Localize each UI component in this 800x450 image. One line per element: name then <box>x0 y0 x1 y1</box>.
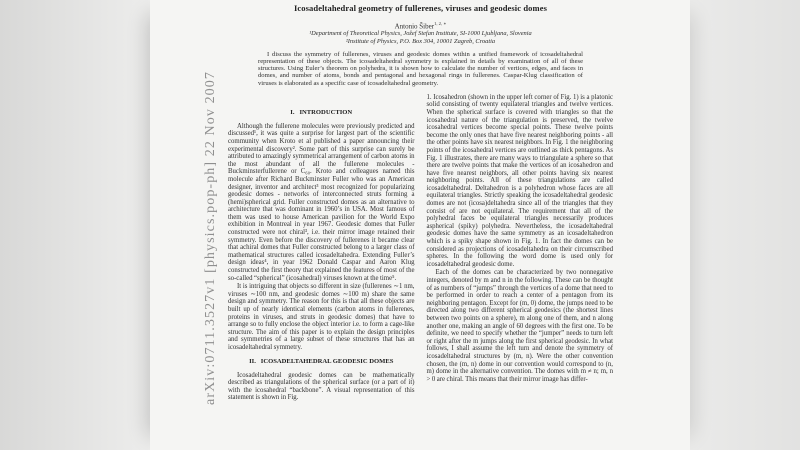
author-line <box>228 21 613 30</box>
two-column-body <box>228 94 613 402</box>
intro-paragraph-2: It is intriguing that objects so different in size (fullerenes ∼1 nm, viruses ∼100 nm, and geodesic domes ∼100 m) share the same design and symmetry. The reason for this is that all these objects are built up of nearly identical elements (carbon atoms in fullerenes, proteins in viruses, and struts in geodesic domes) that have to arrange so to fully enclose the object interior i.e. to form a cage-like structure. The aim of this paper is to explain the design principles and symmetries of a large subset of these structures that has an icosadeltahedral symmetry. <box>228 283 415 351</box>
author-affiliation-marks: 1, 2, ∗ <box>434 21 447 26</box>
domes-paragraph-1: Icosadeltahedral geodesic domes can be mathematically described as triangulations of the spherical surface (or a part of it) with the icosahedral “backbone”. A visual representation of this statement is shown in Fig. <box>228 371 415 402</box>
paper-page <box>150 0 690 450</box>
arxiv-stamp: arXiv:0711.3527v1 [physics.pop-ph] 22 Nov 2007 <box>203 71 218 405</box>
paper-title: Icosadeltahedral geometry of fullerenes, viruses and geodesic domes <box>293 3 547 13</box>
section-heading-introduction: I. INTRODUCTION <box>290 108 353 116</box>
right-paragraph-1: 1. Icosahedron (shown in the upper left corner of Fig. 1) is a platonic solid consisting of twenty equilateral triangles and twelve vertices. When the spherical surface is covered with triangles so that the icosahedral nature of the triangulation is preserved, the twelve icosahedral vertices become special points. These twelve points become the only ones that have five nearest neighboring points - all the other points have six nearest neighbors. In Fig. 1 the neighboring points of the icosahedral vertices are outlined as thick pentagons. As Fig. 1 illustrates, there are many ways to triangulate a sphere so that there are twelve points that make the vertices of an icosahedron and have five nearest neighbors, all other points having six nearest neighboring points. All of these triangulations are called icosadeltahedral. Deltahedron is a polyhedron whose faces are all equilateral triangles. Strictly speaking the icosadeltahedral geodesic domes are not (icosa)deltahedra since all of the triangles that they consist of are not equilateral. The requirement that all of the polyhedral faces be equilateral triangles necessarily produces aspherical (spiky) polyhedra. Nevertheless, the icosadeltahedral geodesic domes have the same symmetry as an icosadeltahedron which is a spiky shape shown in Fig. 1. In fact the domes can be considered as projections of icosadeltahedra on their circumscribed spheres. In the following the word dome is used only for icosadeltahedral geodesic dome. <box>426 93 613 268</box>
affiliation-1: ¹Department of Theoretical Physics, Jožef Stefan Institute, SI-1000 Ljubljana, Slovenia <box>309 30 532 38</box>
left-column <box>228 94 415 402</box>
section-heading-geodesic-domes: II. ICOSADELTAHEDRAL GEODESIC DOMES <box>249 357 394 365</box>
right-column <box>427 94 614 402</box>
right-paragraph-2: Each of the domes can be characterized by two nonnegative integers, denoted by m and n in the following. These can be thought of as numbers of “jumps” through the vertices of a dome that need to be performed in order to reach a center of a pentagon from its neighboring pentagon. Except for (m, 0) dome, the jumps need to be directed along two different spherical geodesics (the shortest lines between two points on a sphere), m along one of them, and n along another one, making an angle of 60 degrees with the first one. To be definite, we need to specify whether the “jumper” needs to turn left or right after the m jumps along the first spherical geodesic. In what follows, I shall assume the left turn and denote the symmetry of icosadeltahedral structures by (m, n). Were the other convention chosen, the (m, n) dome in our convention would correspond to (n, m) dome in the alternative convention. The domes with m ≠ n; m, n > 0 are chiral. This means that their mirror image has differ- <box>426 269 613 383</box>
author-name: Antonio Šiber <box>394 22 435 31</box>
intro-paragraph-1: Although the fullerene molecules were previously predicted and discussed¹, it was quite a surprise for largest part of the scientific community when Kroto et al published a paper announcing their experimental discovery². Some part of this surprise can surely be attributed to amazingly symmetrical arrangement of carbon atoms in the most abundant of all the fullerene molecules - Buckminsterfullerene or C₆₀. Kroto and colleagues named this molecule after Richard Buckminster Fuller who was an American designer, inventor and architect³ most recognized for popularizing geodesic domes - networks of interconnected struts forming a (hemi)spherical grid. Fuller constructed domes as an alternative to architecture that was dominant in 1960’s in USA. Most famous of them was used to house American pavilion for the World Expo exhibition in Montreal in year 1967. Geodesic domes that Fuller constructed were not chiral³, i.e. their mirror image retained their symmetry. Even before the discovery of fullerenes it became clear that achiral domes that Fuller constructed belong to a larger class of mathematical structures called icosadeltahedra. Extending Fuller’s design ideas⁴, in year 1962 Donald Caspar and Aaron Klug constructed the first theory that explained the features of most of the so-called “spherical” (icosahedral) viruses known at the time⁵. <box>228 122 415 282</box>
affiliation-2: ²Institute of Physics, P.O. Box 304, 10001 Zagreb, Croatia <box>345 37 496 45</box>
abstract: I discuss the symmetry of fullerenes, viruses and geodesic domes within a unified framework of icosadeltahedral representation of these objects. The icosadeltahedral symmetry is explained in details by examination of all of these structures. Using Euler’s theorem on polyhedra, it is shown how to calculate the number of vertices, edges, and faces in domes, and number of atoms, bonds and pentagonal and hexagonal rings in fullerenes. Caspar-Klug classification of viruses is elaborated as a specific case of icosadeltahedral geometry. <box>258 50 583 87</box>
